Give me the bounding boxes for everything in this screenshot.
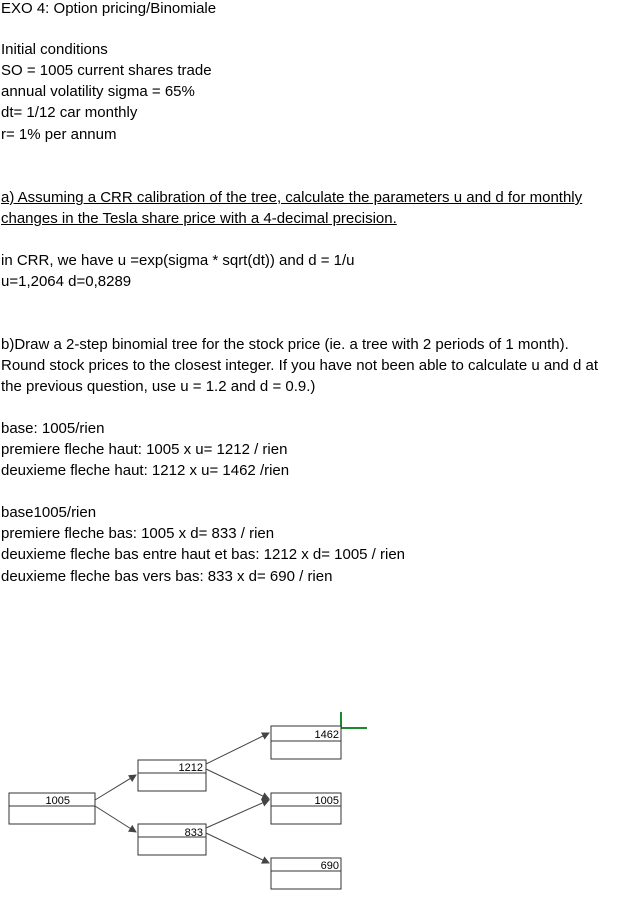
node-down xyxy=(138,824,206,855)
question-b-line-3: the previous question, use u = 1.2 and d = 0.9.) xyxy=(1,378,316,395)
binomial-tree-diagram xyxy=(0,712,367,908)
question-b-line-1: b)Draw a 2-step binomial tree for the stock price (ie. a tree with 2 periods of 1 month). xyxy=(1,336,569,353)
question-b-line-2: Round stock prices to the closest integer. If you have not been able to calculate u and d at xyxy=(1,357,599,374)
node-root xyxy=(9,793,95,824)
initial-conditions-heading: Initial conditions xyxy=(1,41,108,58)
up-base-line: base: 1005/rien xyxy=(1,420,105,437)
s0-line: SO = 1005 current shares trade xyxy=(1,62,212,79)
node-up-value: 1212 xyxy=(178,762,203,774)
down-second-line: deuxieme fleche bas vers bas: 833 x d= 690 / rien xyxy=(1,568,333,585)
down-base-line: base1005/rien xyxy=(1,504,97,521)
node-root-value: 1005 xyxy=(45,795,70,807)
node-ud-value: 1005 xyxy=(314,795,339,807)
node-ud xyxy=(271,793,341,824)
node-up xyxy=(138,760,206,791)
doc-title: EXO 4: Option pricing/Binomiale xyxy=(1,0,217,17)
question-a-line-1: a) Assuming a CRR calibration of the tree, calculate the parameters u and d for monthly xyxy=(1,189,583,206)
node-dd xyxy=(271,858,341,889)
dt-line: dt= 1/12 car monthly xyxy=(1,104,138,121)
down-mid-line: deuxieme fleche bas entre haut et bas: 1212 x d= 1005 / rien xyxy=(1,546,406,563)
node-dd-value: 690 xyxy=(320,860,339,872)
binomial-tree-image xyxy=(0,712,367,908)
node-uu xyxy=(271,726,341,759)
volatility-line: annual volatility sigma = 65% xyxy=(1,83,195,100)
node-down-value: 833 xyxy=(184,827,203,839)
up-first-line: premiere fleche haut: 1005 x u= 1212 / rien xyxy=(1,441,288,458)
node-uu-value: 1462 xyxy=(314,729,339,741)
up-second-line: deuxieme fleche haut: 1212 x u= 1462 /rien xyxy=(1,462,290,479)
question-a-line-2: changes in the Tesla share price with a 4-decimal precision. xyxy=(1,210,397,227)
ud-result: u=1,2064 d=0,8289 xyxy=(1,273,132,290)
rate-line: r= 1% per annum xyxy=(1,126,117,143)
down-first-line: premiere fleche bas: 1005 x d= 833 / rien xyxy=(1,525,275,542)
crr-formula: in CRR, we have u =exp(sigma * sqrt(dt)) and d = 1/u xyxy=(1,252,355,269)
